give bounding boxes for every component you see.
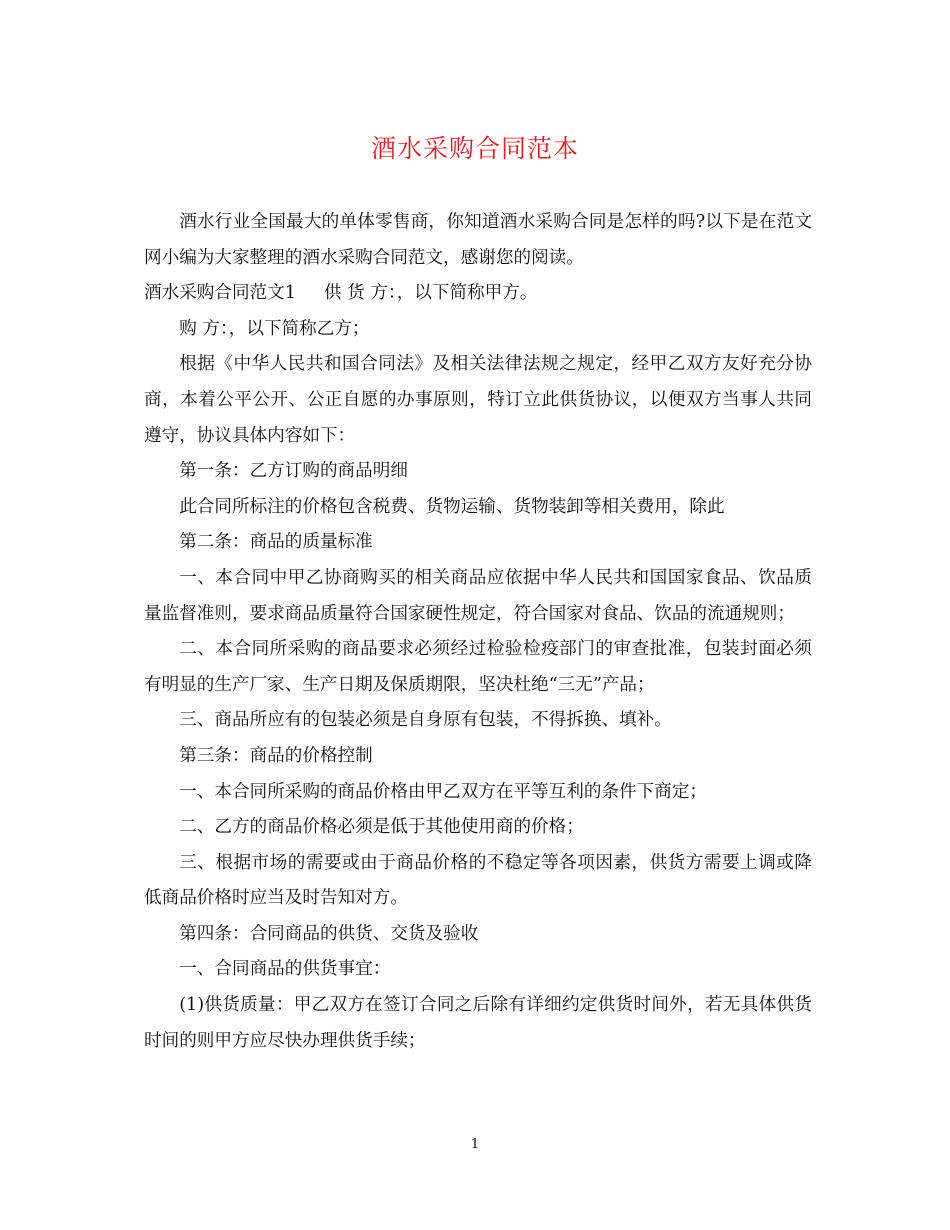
article-3-clause-1: 一、本合同所采购的商品价格由甲乙双方在平等互利的条件下商定； — [179, 781, 708, 802]
article-2-clause-3: 三、商品所应有的包装必须是自身原有包装，不得拆换、填补。 — [179, 710, 672, 731]
paragraph-buyer: 购 方：，以下简称乙方； — [179, 318, 370, 339]
document-body — [144, 205, 812, 1059]
paragraph-intro: 酒水行业全国最大的单体零售商，你知道酒水采购合同是怎样的吗?以下是在范文网小编为大家整理的酒水采购合同范文，感谢您的阅读。 — [144, 212, 812, 268]
article-4-clause-1: 一、合同商品的供货事宜： — [179, 959, 391, 980]
supplier-line: 供 货 方：，以下简称甲方。 — [323, 283, 538, 304]
article-3-clause-2: 二、乙方的商品价格必须是低于其他使用商的价格； — [179, 817, 584, 838]
article-3-heading: 第三条：商品的价格控制 — [179, 745, 373, 766]
sample-label: 酒水采购合同范文1 — [144, 283, 296, 304]
article-4-heading: 第四条：合同商品的供货、交货及验收 — [179, 923, 479, 944]
paragraph-preamble: 根据《中华人民共和国合同法》及相关法律法规之规定，经甲乙双方友好充分协商，本着公平公开、公正自愿的办事原则，特订立此供货协议，以便双方当事人共同遵守，协议具体内容如下： — [144, 354, 812, 446]
document-title: 酒水采购合同范本 — [370, 134, 579, 163]
article-2-clause-2: 二、本合同所采购的商品要求必须经过检验检疫部门的审查批准，包装封面必须有明显的生产厂家、生产日期及保质期限，坚决杜绝“三无”产品； — [144, 639, 812, 695]
article-1-heading: 第一条：乙方订购的商品明细 — [179, 461, 408, 482]
article-2-heading: 第二条：商品的质量标准 — [179, 532, 373, 553]
page-number: 1 — [470, 1137, 480, 1152]
article-3-clause-3: 三、根据市场的需要或由于商品价格的不稳定等各项因素，供货方需要上调或降低商品价格时应当及时告知对方。 — [144, 852, 812, 909]
article-2-clause-1: 一、本合同中甲乙协商购买的相关商品应依据中华人民共和国国家食品、饮品质量监督准则，要求商品质量符合国家硬性规定，符合国家对食品、饮品的流通规则； — [144, 567, 812, 624]
paragraph-price-note: 此合同所标注的价格包含税费、货物运输、货物装卸等相关费用，除此 — [179, 496, 725, 517]
paragraph-sample-heading — [144, 276, 812, 312]
article-4-subclause-1: (1)供货质量：甲乙双方在签订合同之后除有详细约定供货时间外，若无具体供货时间的则甲方应尽快办理供货手续； — [144, 995, 812, 1051]
